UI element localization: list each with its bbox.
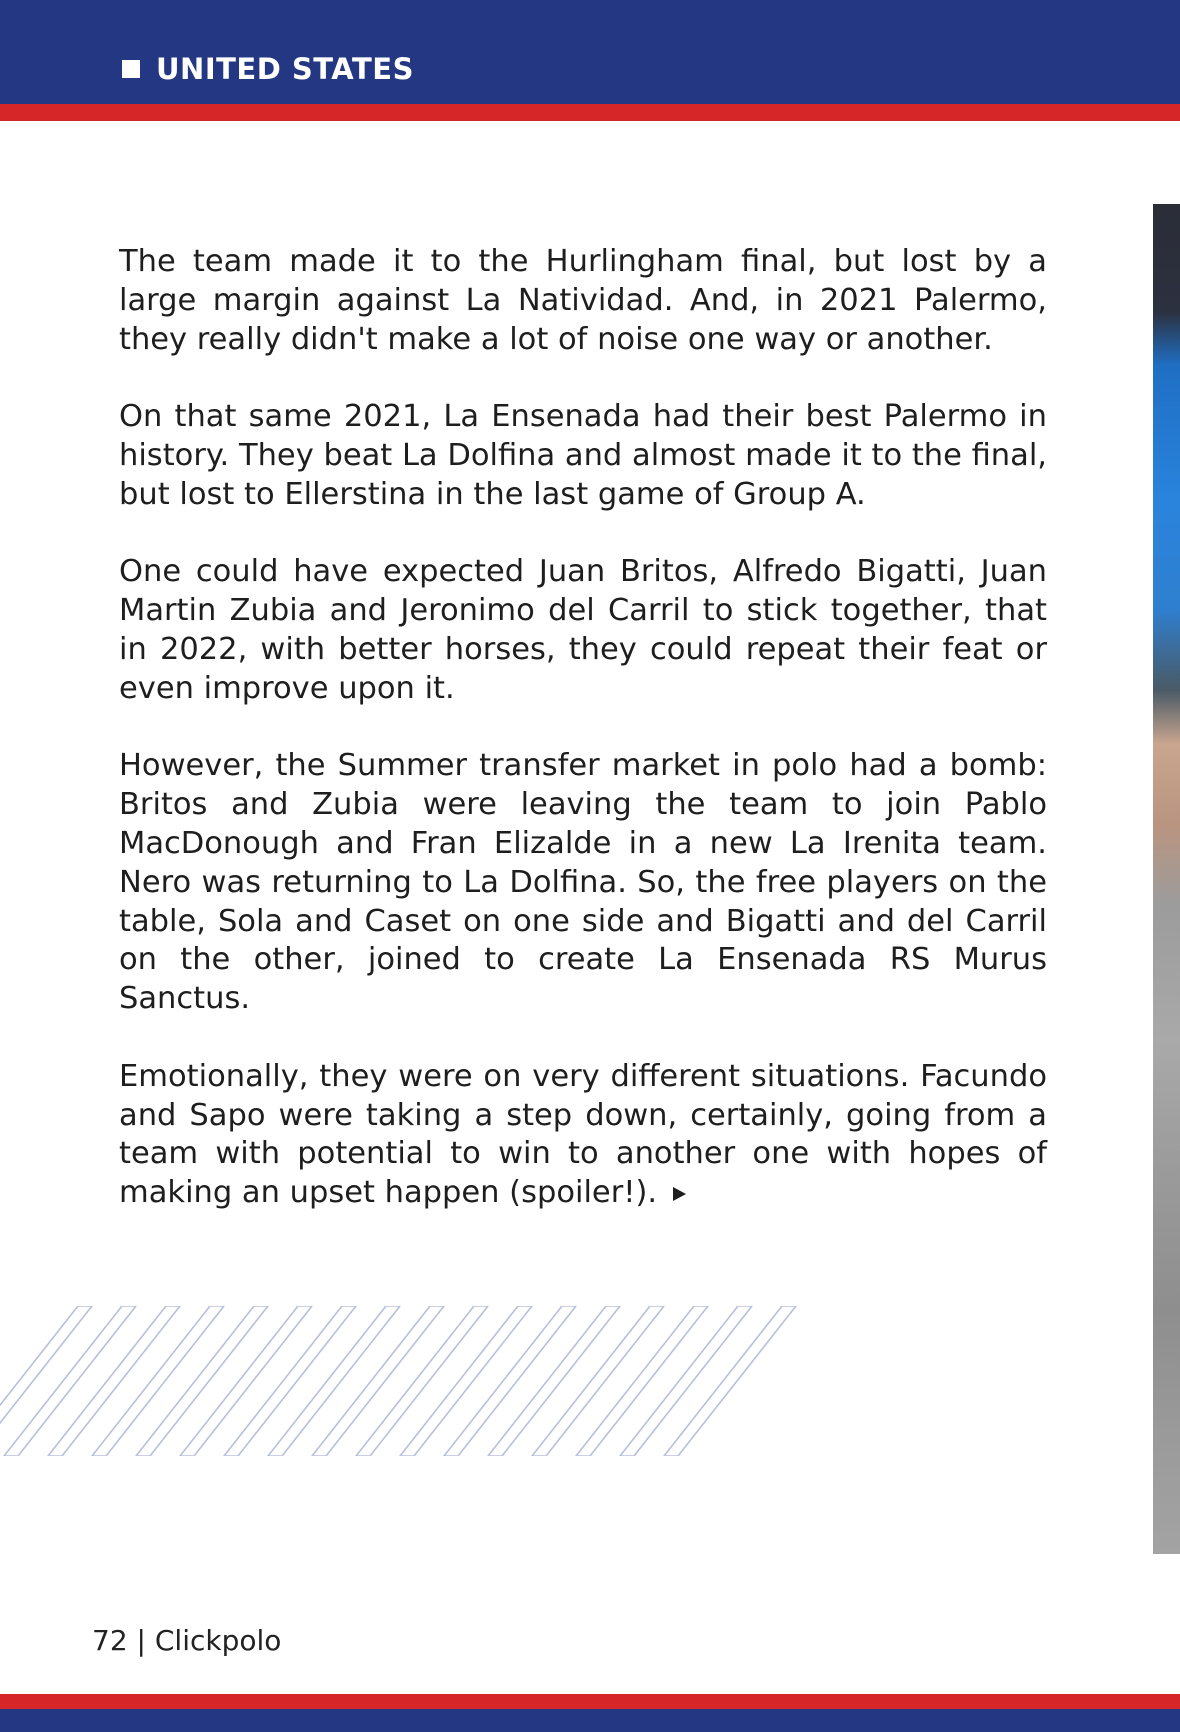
hatch-stripe [576, 1306, 708, 1456]
section-label-text: UNITED STATES [156, 52, 414, 86]
square-bullet-icon [122, 60, 140, 78]
hatch-stripe [92, 1306, 224, 1456]
hatch-stripe [488, 1306, 620, 1456]
hatch-stripe [4, 1306, 136, 1456]
hatch-stripe [664, 1306, 796, 1456]
hatch-stripe [48, 1306, 180, 1456]
paragraph: On that same 2021, La Ensenada had their best Palermo in history. They beat La Dolfina and almost made it to the final, but lost to Ellerstina in the last game of Group A. [119, 399, 1047, 512]
paragraph: However, the Summer transfer market in polo had a bomb: Britos and Zubia were leaving the team to join Pablo MacDonough and Fran Elizalde in a new La Irenita team. Nero was returning to La Dolfina. So, the free players on the table, Sola and Caset on one side and Bigatti and del Carril on the other, joined to create La Ensenada RS Murus Sanctus. [119, 748, 1047, 1017]
hatch-stripe [136, 1306, 268, 1456]
hatch-stripe [268, 1306, 400, 1456]
hatch-stripe [312, 1306, 444, 1456]
hatch-stripe [356, 1306, 488, 1456]
hatch-stripe [224, 1306, 356, 1456]
photo-edge [1153, 204, 1180, 1554]
hatch-stripe [400, 1306, 532, 1456]
header-red-stripe [0, 104, 1180, 121]
section-label [122, 48, 414, 90]
article-body [119, 243, 1047, 1252]
hatch-stripe [532, 1306, 664, 1456]
diagonal-hatch-decoration [0, 1306, 810, 1456]
page-footer: 72 | Clickpolo [92, 1624, 282, 1657]
paragraph: The team made it to the Hurlingham final, but lost by a large margin against La Natividad. And, in 2021 Palermo, they really didn't make a lot of noise one way or another. [119, 244, 1047, 357]
hatch-stripe [0, 1306, 92, 1456]
footer-band [0, 1709, 1180, 1732]
paragraph-last-text: Emotionally, they were on very different situations. Facundo and Sapo were taking a step down, certainly, going from a team with potential to win to another one with hopes of making an upset happen (spoiler!). [119, 1058, 1047, 1211]
triangle-right-icon [673, 1187, 686, 1201]
hatch-stripe [180, 1306, 312, 1456]
hatch-stripe [620, 1306, 752, 1456]
hatch-stripe [444, 1306, 576, 1456]
paragraph: One could have expected Juan Britos, Alfredo Bigatti, Juan Martin Zubia and Jeronimo del Carril to stick together, that in 2022, with better horses, they could repeat their feat or even improve upon it. [119, 554, 1047, 706]
paragraph-last [119, 1058, 1047, 1213]
footer-red-stripe [0, 1694, 1180, 1709]
